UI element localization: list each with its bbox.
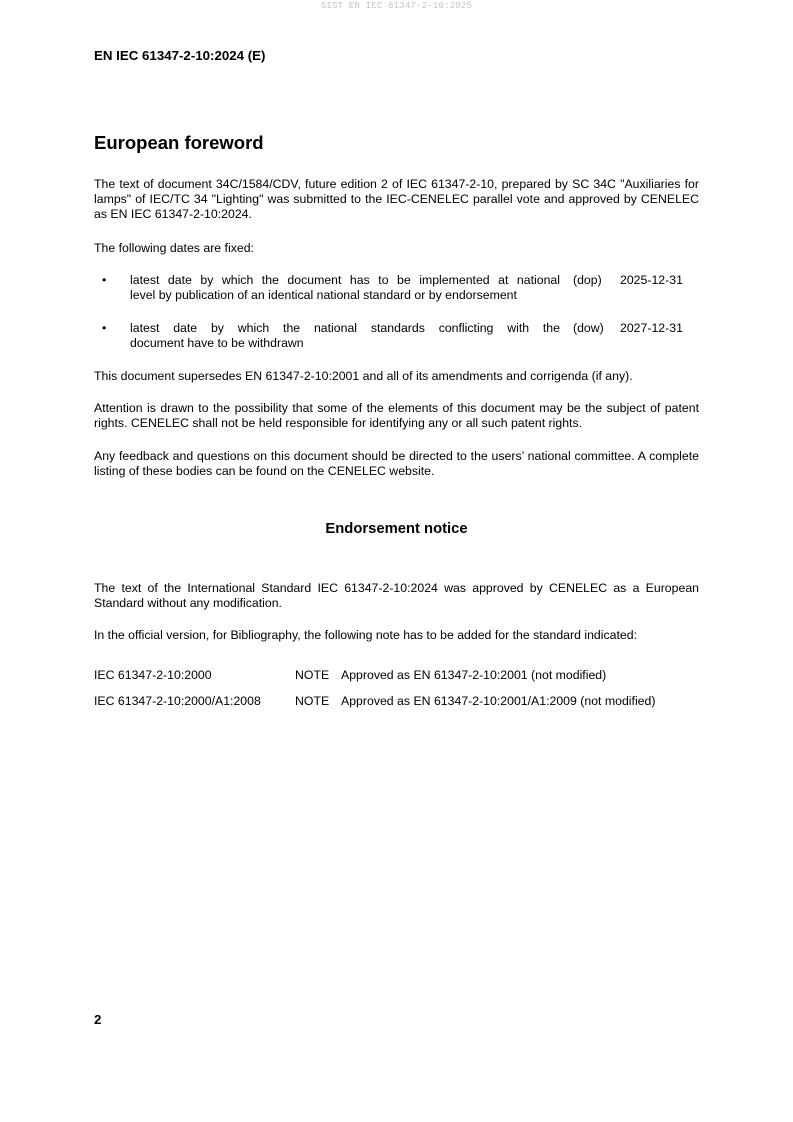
- supersedes-paragraph: This document supersedes EN 61347-2-10:2001 and all of its amendments and corrigenda (if any).: [94, 369, 633, 383]
- endorsement-text: The text of the International Standard IEC 61347-2-10:2024 was approved by CENELEC as a European Standard without any modification.: [94, 581, 699, 611]
- standard-reference: IEC 61347-2-10:2000: [94, 668, 212, 682]
- date-abbreviation: (dow): [573, 321, 604, 335]
- feedback-paragraph: Any feedback and questions on this document should be directed to the users’ national committee. A complete listing of these bodies can be found on the CENELEC website.: [94, 449, 699, 479]
- endorsement-title: Endorsement notice: [325, 521, 468, 537]
- patent-paragraph: Attention is drawn to the possibility that some of the elements of this document may be the subject of patent rights. CENELEC shall not be held responsible for identifying any or all such patent rights.: [94, 401, 699, 431]
- dates-intro: The following dates are fixed:: [94, 241, 254, 255]
- date-item-line1: latest date by which the document has to be implemented at national: [130, 273, 560, 287]
- standard-reference: IEC 61347-2-10:2000/A1:2008: [94, 694, 261, 708]
- date-value: 2025-12-31: [620, 273, 683, 287]
- date-abbreviation: (dop): [573, 273, 602, 287]
- document-id-header: EN IEC 61347-2-10:2024 (E): [94, 48, 266, 63]
- bullet-icon: •: [102, 321, 107, 335]
- bullet-icon: •: [102, 273, 107, 287]
- date-item-line1: latest date by which the national standards conflicting with the: [130, 321, 560, 335]
- note-text: Approved as EN 61347-2-10:2001 (not modified): [341, 668, 607, 682]
- note-label: NOTE: [295, 668, 330, 682]
- date-item-text: [130, 321, 560, 351]
- watermark: SIST EN IEC 61347-2-10:2025: [320, 1, 473, 11]
- foreword-title: European foreword: [94, 132, 264, 153]
- note-text: Approved as EN 61347-2-10:2001/A1:2009 (not modified): [341, 694, 656, 708]
- date-item-line2: document have to be withdrawn: [130, 336, 304, 351]
- bibliography-intro: In the official version, for Bibliography, the following note has to be added for the standard indicated:: [94, 628, 638, 642]
- date-value: 2027-12-31: [620, 321, 683, 335]
- date-item-line2: level by publication of an identical national standard or by endorsement: [130, 288, 517, 303]
- page-number: 2: [94, 1012, 102, 1027]
- date-item-text: [130, 273, 560, 303]
- note-label: NOTE: [295, 694, 330, 708]
- foreword-intro: The text of document 34C/1584/CDV, future edition 2 of IEC 61347-2-10, prepared by SC 34C "Auxiliaries for lamps" of IEC/TC 34 "Lighting" was submitted to the IEC-CENELEC parallel vote and approved by CENELEC as EN IEC 61347-2-10:2024.: [94, 177, 699, 222]
